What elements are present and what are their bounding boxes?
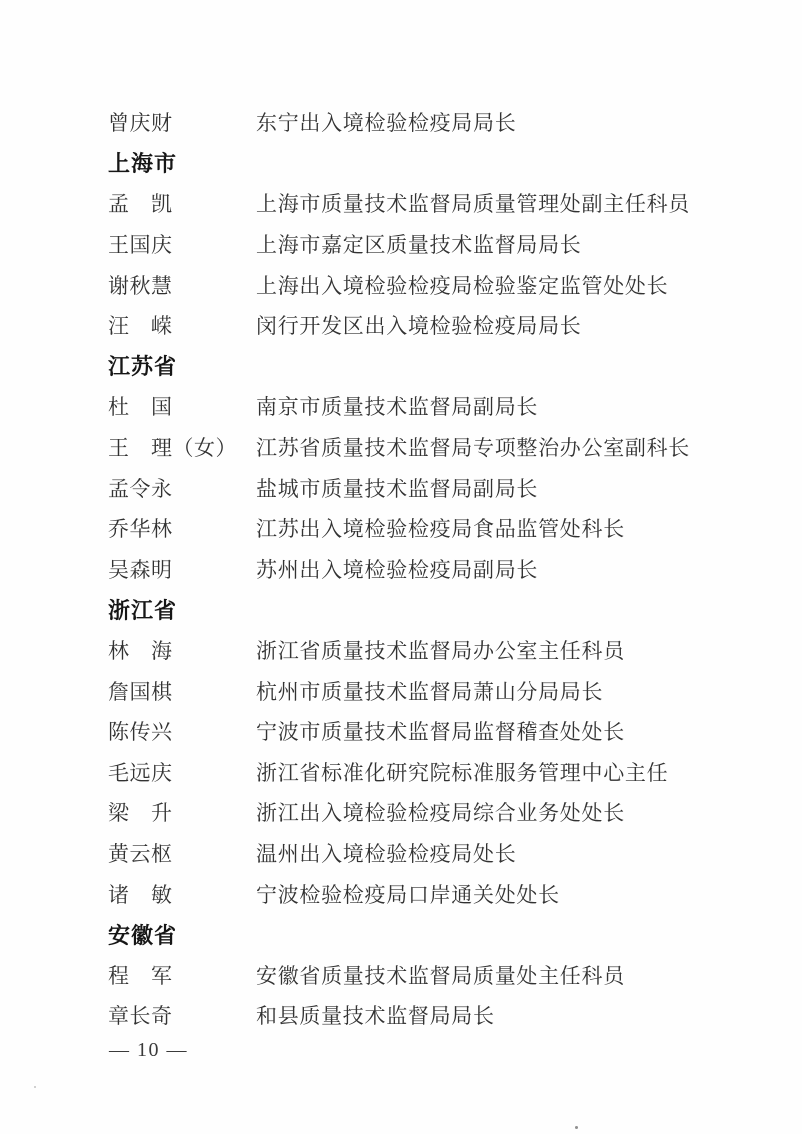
entry-row [108,630,708,671]
person-name: 黄云枢 [108,841,173,866]
scan-artifact-dot [575,1126,578,1129]
entry-row [108,792,708,833]
person-name: 程 军 [108,963,173,988]
person-title: 盐城市质量技术监督局副局长 [256,476,539,501]
person-title: 上海市质量技术监督局质量管理处副主任科员 [256,192,690,217]
entry-row [108,508,708,549]
entry-list [108,102,708,1036]
entry-row [108,670,708,711]
section-header [108,346,708,387]
person-title: 浙江出入境检验检疫局综合业务处处长 [256,801,625,826]
person-name: 诸 敏 [108,882,173,907]
person-title: 浙江省标准化研究院标准服务管理中心主任 [256,760,669,785]
entry-row [108,752,708,793]
person-name: 詹国棋 [108,679,173,704]
section-label: 浙江省 [108,597,178,623]
person-title: 东宁出入境检验检疫局局长 [256,111,517,136]
person-name: 林 海 [108,639,173,664]
person-title: 宁波检验检疫局口岸通关处处长 [256,882,560,907]
entry-row [108,264,708,305]
person-name: 汪 嵘 [108,314,173,339]
entry-row [108,102,708,143]
entry-row [108,873,708,914]
person-title: 和县质量技术监督局局长 [256,1004,495,1029]
person-title: 杭州市质量技术监督局萧山分局局长 [256,679,604,704]
entry-row [108,549,708,590]
section-header [108,589,708,630]
entry-row [108,711,708,752]
person-name: 陈传兴 [108,720,173,745]
person-name: 曾庆财 [108,111,173,136]
section-label: 上海市 [108,151,178,177]
person-title: 上海市嘉定区质量技术监督局局长 [256,233,582,258]
person-name: 孟 凯 [108,192,173,217]
entry-row [108,995,708,1036]
person-title: 温州出入境检验检疫局处长 [256,841,517,866]
entry-row [108,427,708,468]
section-label: 江苏省 [108,354,178,380]
person-name: 王 理（女） [108,436,237,461]
person-name: 谢秋慧 [108,273,173,298]
person-name: 毛远庆 [108,760,173,785]
person-title: 上海出入境检验检疫局检验鉴定监管处处长 [256,273,669,298]
person-title: 安徽省质量技术监督局质量处主任科员 [256,963,625,988]
person-title: 浙江省质量技术监督局办公室主任科员 [256,639,625,664]
entry-row [108,305,708,346]
person-name: 杜 国 [108,395,173,420]
section-header [108,143,708,184]
person-name: 乔华林 [108,517,173,542]
person-title: 南京市质量技术监督局副局长 [256,395,539,420]
person-title: 江苏出入境检验检疫局食品监管处科长 [256,517,625,542]
person-name: 孟令永 [108,476,173,501]
person-title: 宁波市质量技术监督局监督稽查处处长 [256,720,625,745]
entry-row [108,954,708,995]
entry-row [108,224,708,265]
person-title: 江苏省质量技术监督局专项整治办公室副科长 [256,436,690,461]
scan-artifact-dot [34,1086,36,1088]
person-name: 王国庆 [108,233,173,258]
entry-row [108,467,708,508]
entry-row [108,386,708,427]
person-name: 吴森明 [108,557,173,582]
person-name: 章长奇 [108,1004,173,1029]
person-title: 闵行开发区出入境检验检疫局局长 [256,314,582,339]
section-header [108,914,708,955]
page-number: — 10 — [109,1039,188,1061]
person-name: 梁 升 [108,801,173,826]
entry-row [108,183,708,224]
entry-row [108,833,708,874]
person-title: 苏州出入境检验检疫局副局长 [256,557,539,582]
section-label: 安徽省 [108,922,178,948]
